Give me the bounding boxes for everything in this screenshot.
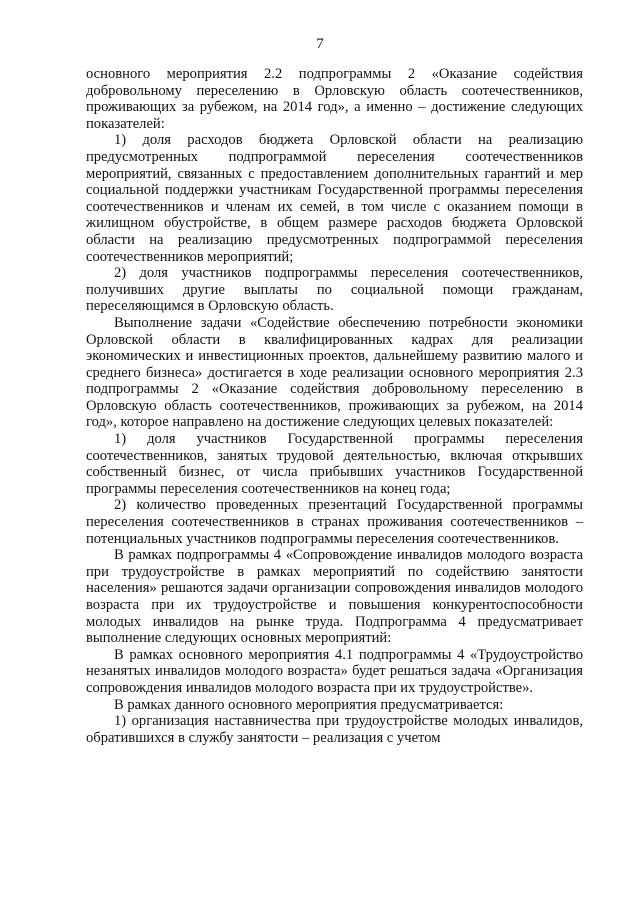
page-number: 7 xyxy=(316,36,324,52)
paragraph-10: 1) организация наставничества при трудоустройстве молодых инвалидов, обратившихся в службу занятости – реализация с учетом xyxy=(86,713,583,746)
paragraph-3: 2) доля участников подпрограммы переселения соотечественников, получивших другие выплаты по социальной помощи гражданам, переселяющимся в Орловскую область. xyxy=(86,265,583,315)
paragraph-5: 1) доля участников Государственной программы переселения соотечественников, занятых трудовой деятельностью, включая открывших собственный бизнес, от числа прибывших участников Государственной программы переселения соотечественников на конец года; xyxy=(86,431,583,497)
paragraph-7: В рамках подпрограммы 4 «Сопровождение инвалидов молодого возраста при трудоустройстве в рамках мероприятий по содействию занятости населения» решаются задачи организации сопровождения инвалидов молодого возраста при их трудоустройстве и повышения конкурентоспособности молодых инвалидов на рынке труда. Подпрограмма 4 предусматривает выполнение следующих основных мероприятий: xyxy=(86,547,583,647)
paragraph-6: 2) количество проведенных презентаций Государственной программы переселения соотечественников в странах проживания соотечественников – потенциальных участников подпрограммы переселения соотечественников. xyxy=(86,497,583,547)
paragraph-2: 1) доля расходов бюджета Орловской области на реализацию предусмотренных подпрограммой переселения соотечественников мероприятий, связанных с предоставлением дополнительных гарантий и мер социальной поддержки участникам Государственной программы переселения соотечественников и членам их семей, в том числе с оказанием помощи в жилищном обустройстве, в общем размере расходов бюджета Орловской области на реализацию предусмотренных подпрограммой переселения соотечественников мероприятий; xyxy=(86,132,583,265)
paragraph-8: В рамках основного мероприятия 4.1 подпрограммы 4 «Трудоустройство незанятых инвалидов молодого возраста» будет решаться задача «Организация сопровождения инвалидов молодого возраста при их трудоустройстве». xyxy=(86,646,583,696)
paragraph-4: Выполнение задачи «Содействие обеспечению потребности экономики Орловской области в квалифицированных кадрах для реализации экономических и инвестиционных проектов, дальнейшему развитию малого и среднего бизнеса» достигается в ходе реализации основного мероприятия 2.3 подпрограммы 2 «Оказание содействия добровольному переселению в Орловскую область соотечественников, проживающих за рубежом, на 2014 год», которое направлено на достижение следующих целевых показателей: xyxy=(86,314,583,431)
document-body xyxy=(86,66,583,746)
paragraph-9: В рамках данного основного мероприятия предусматривается: xyxy=(114,696,504,713)
paragraph-1: основного мероприятия 2.2 подпрограммы 2 «Оказание содействия добровольному переселению в Орловскую область соотечественников, проживающих за рубежом, на 2014 год», а именно – достижение следующих показателей: xyxy=(86,66,583,132)
